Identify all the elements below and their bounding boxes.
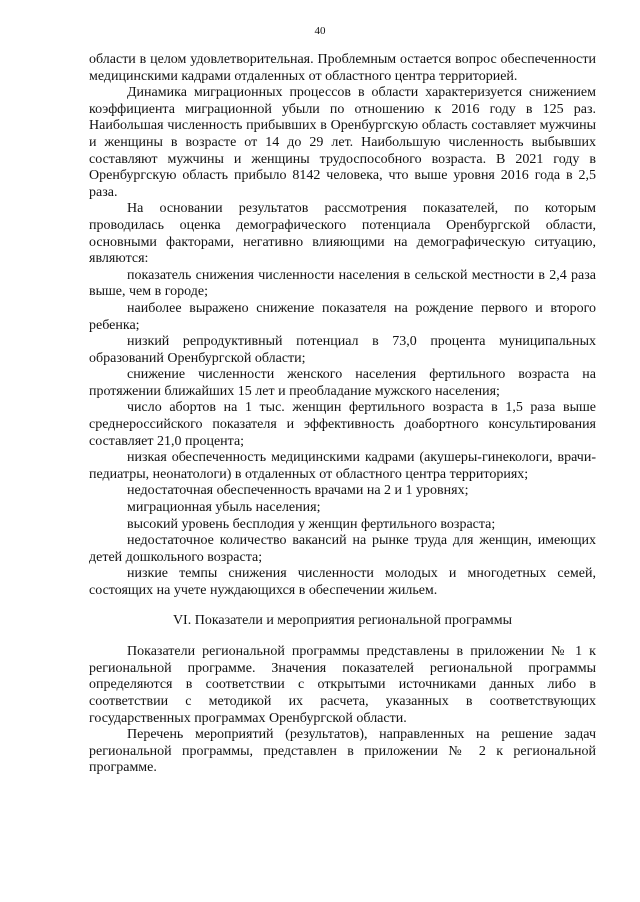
list-item-factor: высокий уровень бесплодия у женщин фертильного возраста; [127,516,496,532]
paragraph-continuation: области в целом удовлетворительная. Проблемным остается вопрос обеспеченности медицинскими кадрами отдаленных от областного центра территорией. [89,52,596,84]
list-item-factor: недостаточное количество вакансий на рынке труда для женщин, имеющих детей дошкольного возраста; [89,533,596,565]
section-heading: VI. Показатели и мероприятия региональной программы [172,612,513,628]
list-item-factor: число абортов на 1 тыс. женщин фертильного возраста в 1,5 раза выше среднероссийского показателя и эффективность доабортного консультирования составляет 21,0 процента; [89,400,596,449]
document-body [89,52,596,777]
paragraph-activities: Перечень мероприятий (результатов), направленных на решение задач региональной программы, представлен в приложении № 2 к региональной программе. [89,727,596,776]
list-item-factor: снижение численности женского населения фертильного возраста на протяжении ближайших 15 лет и преобладание мужского населения; [89,367,596,399]
list-item-factor: показатель снижения численности населения в сельской местности в 2,4 раза выше, чем в городе; [89,267,596,300]
list-item-factor: недостаточная обеспеченность врачами на 2 и 1 уровнях; [127,483,469,499]
page-number: 40 [314,25,326,37]
list-item-factor: миграционная убыль населения; [127,500,321,516]
list-item-factor: низкая обеспеченность медицинскими кадрами (акушеры-гинекологи, врачи-педиатры, неонатологи) в отдаленных от областного центра территориях; [89,450,596,482]
paragraph-factors-intro: На основании результатов рассмотрения показателей, по которым проводилась оценка демографического потенциала Оренбургской области, основными факторами, негативно влияющими на демографическую ситуацию, являются: [89,201,596,267]
paragraph-migration: Динамика миграционных процессов в области характеризуется снижением коэффициента миграционной убыли по отношению к 2016 году в 125 раз. Наибольшая численность прибывших в Оренбургскую область составляет мужчины и женщины в возрасте от 14 до 29 лет. Наибольшую численность выбывших составляют мужчины и женщины трудоспособного возраста. В 2021 году в Оренбургскую область прибыло 8142 человека, что выше уровня 2016 года в 2,5 раза. [89,85,596,200]
paragraph-indicators: Показатели региональной программы представлены в приложении № 1 к региональной программе. Значения показателей региональной программы определяются в соответствии с открытыми источниками данных либо в соответствии с методикой их расчета, указанных в соответствующих государственных программах Оренбургской области. [89,644,596,726]
list-item-factor: низкий репродуктивный потенциал в 73,0 процента муниципальных образований Оренбургской области; [89,334,596,366]
list-item-factor: наиболее выражено снижение показателя на рождение первого и второго ребенка; [89,300,596,333]
list-item-factor: низкие темпы снижения численности молодых и многодетных семей, состоящих на учете нуждающихся в обеспечении жильем. [89,566,596,598]
